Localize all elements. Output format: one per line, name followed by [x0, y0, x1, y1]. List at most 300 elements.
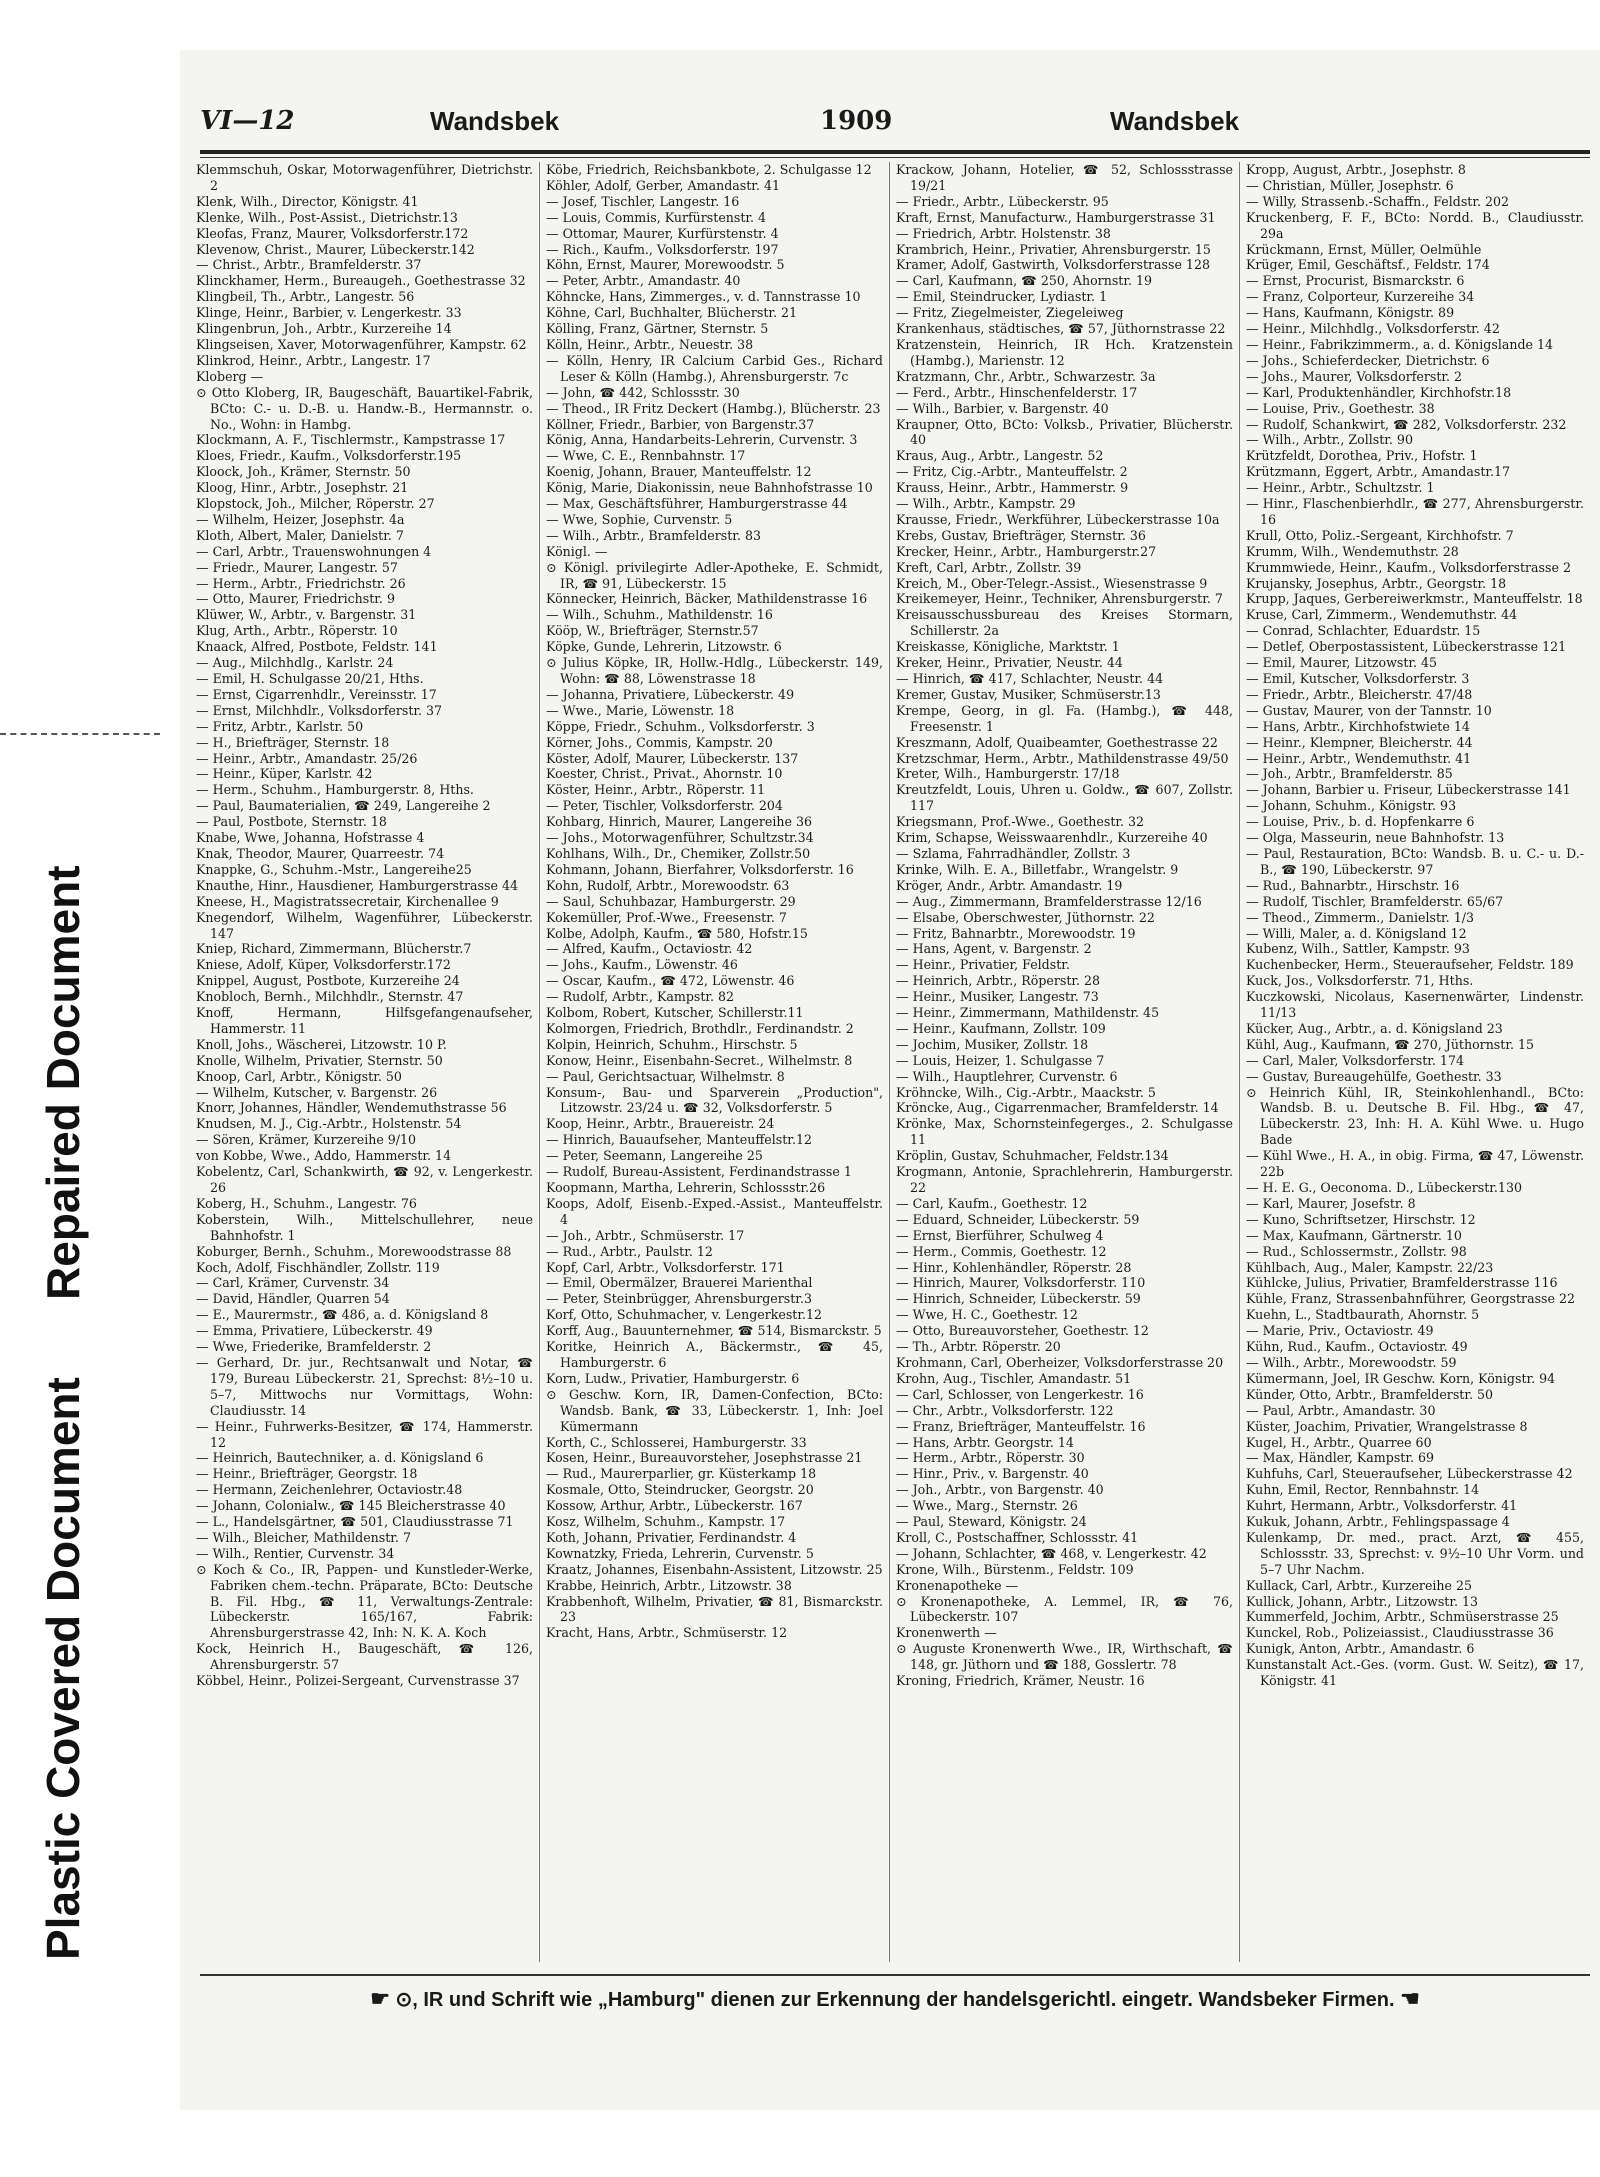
directory-entry: — Hans, Agent, v. Bargenstr. 2	[896, 941, 1092, 957]
directory-entry: — Wilh., Arbtr., Morewoodstr. 59	[1246, 1354, 1457, 1370]
directory-entry: — Carl, Maler, Volksdorferstr. 174	[1246, 1052, 1464, 1068]
directory-entry: — Louise, Priv., b. d. Hopfenkarre 6	[1246, 814, 1475, 830]
directory-entry: Kröhncke, Wilh., Cig.-Arbtr., Maackstr. 5	[896, 1084, 1156, 1100]
directory-entry: — Theod., IR Fritz Deckert (Hambg.), Blücherstr. 23	[546, 400, 881, 416]
directory-entry: Kloock, Joh., Krämer, Sternstr. 50	[196, 464, 411, 480]
directory-entry: — Hinr., Flaschenbierhdlr., ☎ 277, Ahrensburgerstr. 16	[1246, 496, 1584, 527]
directory-entry: — Heinr., Milchhdlg., Volksdorferstr. 42	[1246, 321, 1500, 337]
directory-columns	[190, 162, 1590, 1962]
directory-entry: — Carl, Krämer, Curvenstr. 34	[196, 1275, 390, 1291]
repaired-document-stamp: Repaired Document	[37, 865, 89, 1300]
directory-entry: Koth, Johann, Privatier, Ferdinandstr. 4	[546, 1529, 797, 1545]
directory-entry: Klemmschuh, Oskar, Motorwagenführer, Dietrichstr. 2	[196, 162, 533, 193]
directory-entry: Körner, Johs., Commis, Kampstr. 20	[546, 734, 773, 750]
directory-entry: Kolpin, Heinrich, Schuhm., Hirschstr. 5	[546, 1036, 798, 1052]
directory-entry: Kreszmann, Adolf, Quaibeamter, Goethestrasse 22	[896, 734, 1218, 750]
directory-entry: — Szlama, Fahrradhändler, Zollstr. 3	[896, 845, 1131, 861]
directory-entry: — Franz, Briefträger, Manteuffelstr. 16	[896, 1418, 1146, 1434]
directory-entry: Kownatzky, Frieda, Lehrerin, Curvenstr. 5	[546, 1545, 814, 1561]
directory-entry: — Heinr., Küper, Karlstr. 42	[196, 766, 373, 782]
directory-entry: Krützfeldt, Dorothea, Priv., Hofstr. 1	[1246, 448, 1478, 464]
directory-entry: — Rudolf, Bureau-Assistent, Ferdinandstrasse 1	[546, 1164, 852, 1180]
directory-entry: Kratzenstein, Heinrich, IR Hch. Kratzenstein (Hambg.), Marienstr. 12	[896, 336, 1233, 368]
directory-entry: Kölln, Heinr., Arbtr., Neuestr. 38	[546, 336, 754, 352]
directory-entry: Koritke, Heinrich A., Bäckermstr., ☎ 45, Hamburgerstr. 6	[546, 1339, 883, 1370]
directory-entry: — Johanna, Privatiere, Lübeckerstr. 49	[546, 686, 795, 702]
directory-entry: Kropp, August, Arbtr., Josephstr. 8	[1246, 162, 1466, 177]
directory-entry: Knolle, Wilhelm, Privatier, Sternstr. 50	[196, 1052, 443, 1068]
directory-entry: — Emil, Steindrucker, Lydiastr. 1	[896, 289, 1108, 305]
directory-entry: — John, ☎ 442, Schlossstr. 30	[546, 384, 740, 400]
directory-entry: Kosen, Heinr., Bureauvorsteher, Josephstrasse 21	[546, 1450, 863, 1466]
directory-entry: Koburger, Bernh., Schuhm., Morewoodstrasse 88	[196, 1243, 512, 1259]
directory-entry: Krull, Otto, Poliz.-Sergeant, Kirchhofstr. 7	[1246, 527, 1514, 543]
directory-entry: Knorr, Johannes, Händler, Wendemuthstrasse 56	[196, 1100, 507, 1116]
directory-entry: Kock, Heinrich H., Baugeschäft, ☎ 126, Ahrensburgerstr. 57	[196, 1641, 533, 1673]
directory-entry: — Kuno, Schriftsetzer, Hirschstr. 12	[1246, 1211, 1476, 1227]
directory-entry: — Emil, Obermälzer, Brauerei Marienthal	[546, 1275, 813, 1291]
directory-entry: — Johann, Barbier u. Friseur, Lübeckerstrasse 141	[1246, 782, 1571, 798]
directory-entry: — Peter, Steinbrügger, Ahrensburgerstr.3	[546, 1291, 812, 1307]
directory-entry: Kronenwerth —	[896, 1625, 997, 1641]
column-1	[190, 162, 540, 1962]
directory-entry: — Paul, Arbtr., Amandastr. 30	[1246, 1402, 1436, 1418]
directory-entry: — Johs., Kaufm., Löwenstr. 46	[546, 957, 738, 973]
directory-entry: — Joh., Arbtr., Schmüserstr. 17	[546, 1227, 745, 1243]
directory-entry: Klingseisen, Xaver, Motorwagenführer, Kampstr. 62	[196, 336, 527, 352]
directory-entry: — Ottomar, Maurer, Kurfürstenstr. 4	[546, 225, 779, 241]
directory-entry: — Alfred, Kaufm., Octaviostr. 42	[546, 941, 753, 957]
directory-entry: Kohmann, Johann, Bierfahrer, Volksdorferstr. 16	[546, 861, 854, 877]
directory-entry: — Herm., Commis, Goethestr. 12	[896, 1243, 1107, 1259]
directory-entry: — Hans, Arbtr. Georgstr. 14	[896, 1434, 1074, 1450]
directory-entry: — Sören, Krämer, Kurzereihe 9/10	[196, 1132, 417, 1148]
directory-entry: Kulenkamp, Dr. med., pract. Arzt, ☎ 455, Schlossstr. 33, Sprechst: v. 9½–10 Uhr Vorm. und 5–7 Uhr Nachm.	[1246, 1529, 1584, 1577]
directory-entry: — Hinrich, Bauaufseher, Manteuffelstr.12	[546, 1132, 812, 1148]
directory-entry: — Rudolf, Arbtr., Kampstr. 82	[546, 989, 735, 1005]
directory-entry: — Aug., Milchhdlg., Karlstr. 24	[196, 655, 394, 671]
directory-entry: Knappke, G., Schuhm.-Mstr., Langereihe25	[196, 861, 472, 877]
directory-entry: — Hans, Arbtr., Kirchhofstwiete 14	[1246, 718, 1470, 734]
directory-entry: Koop, Heinr., Arbtr., Brauereistr. 24	[546, 1116, 775, 1132]
directory-entry: Kröncke, Aug., Cigarrenmacher, Bramfelderstr. 14	[896, 1100, 1219, 1116]
directory-entry: Kossow, Arthur, Arbtr., Lübeckerstr. 167	[546, 1498, 803, 1514]
directory-entry: Krützmann, Eggert, Arbtr., Amandastr.17	[1246, 464, 1511, 480]
directory-entry: — Hans, Kaufmann, Königstr. 89	[1246, 305, 1455, 321]
directory-entry: Krohn, Aug., Tischler, Amandastr. 51	[896, 1370, 1132, 1386]
directory-entry: Koenig, Johann, Brauer, Manteuffelstr. 12	[546, 464, 812, 480]
directory-entry: — Paul, Gerichtsactuar, Wilhelmstr. 8	[546, 1068, 785, 1084]
directory-entry: Kreutzfeldt, Louis, Uhren u. Goldw., ☎ 607, Zollstr. 117	[896, 782, 1233, 814]
directory-entry: — Marie, Priv., Octaviostr. 49	[1246, 1323, 1434, 1339]
directory-entry: ⊙ Auguste Kronenwerth Wwe., IR, Wirthschaft, ☎ 148, gr. Jüthorn und ☎ 188, Gosslertr. 78	[896, 1641, 1233, 1673]
directory-entry: Kroll, C., Postschaffner, Schlossstr. 41	[896, 1529, 1139, 1545]
directory-entry: Korn, Ludw., Privatier, Hamburgerstr. 6	[546, 1370, 800, 1386]
directory-entry: — Louise, Priv., Goethestr. 38	[1246, 400, 1435, 416]
directory-entry: — Conrad, Schlachter, Eduardstr. 15	[1246, 623, 1481, 639]
directory-entry: von Kobbe, Wwe., Addo, Hammerstr. 14	[196, 1148, 452, 1164]
directory-entry: Koops, Adolf, Eisenb.-Exped.-Assist., Manteuffelstr. 4	[546, 1195, 883, 1227]
directory-entry: Kuczkowski, Nicolaus, Kasernenwärter, Lindenstr. 11/13	[1246, 989, 1584, 1021]
directory-entry: Korff, Aug., Bauunternehmer, ☎ 514, Bismarckstr. 5	[546, 1323, 882, 1339]
directory-entry: Könnecker, Heinrich, Bäcker, Mathildenstrasse 16	[546, 591, 868, 607]
directory-entry: — Rud., Arbtr., Paulstr. 12	[546, 1243, 713, 1259]
directory-entry: Krebs, Gustav, Briefträger, Sternstr. 36	[896, 527, 1146, 543]
directory-entry: Krujansky, Josephus, Arbtr., Georgstr. 18	[1246, 575, 1507, 591]
directory-entry: Krone, Wilh., Bürstenm., Feldstr. 109	[896, 1561, 1134, 1577]
directory-entry: Köhler, Adolf, Gerber, Amandastr. 41	[546, 177, 780, 193]
directory-entry: Kunstanstalt Act.-Ges. (vorm. Gust. W. Seitz), ☎ 17, Königstr. 41	[1246, 1657, 1584, 1689]
directory-entry: Konow, Heinr., Eisenbahn-Secret., Wilhelmstr. 8	[546, 1052, 853, 1068]
directory-entry: — Ferd., Arbtr., Hinschenfelderstr. 17	[896, 384, 1138, 400]
directory-entry: Kuck, Jos., Volksdorferstr. 71, Hths.	[1246, 973, 1474, 989]
directory-entry: Kloes, Friedr., Kaufm., Volksdorferstr.195	[196, 448, 462, 464]
directory-entry: Klenk, Wilh., Director, Königstr. 41	[196, 193, 419, 209]
directory-entry: Köpke, Gunde, Lehrerin, Litzowstr. 6	[546, 639, 782, 655]
directory-entry: — H., Briefträger, Sternstr. 18	[196, 734, 390, 750]
directory-entry: — Christ., Arbtr., Bramfelderstr. 37	[196, 257, 422, 273]
directory-entry: Kunigk, Anton, Arbtr., Amandastr. 6	[1246, 1641, 1475, 1657]
directory-entry: Klockmann, A. F., Tischlermstr., Kampstrasse 17	[196, 432, 506, 448]
directory-entry: Korf, Otto, Schuhmacher, v. Lengerkestr.12	[546, 1307, 823, 1323]
directory-entry: — Heinr., Klempner, Bleicherstr. 44	[1246, 734, 1473, 750]
directory-entry: Knauthe, Hinr., Hausdiener, Hamburgerstrasse 44	[196, 877, 518, 893]
directory-entry: — Chr., Arbtr., Volksdorferstr. 122	[896, 1402, 1114, 1418]
directory-entry: — Herm., Arbtr., Röperstr. 30	[896, 1450, 1085, 1466]
directory-entry: Krecker, Heinr., Arbtr., Hamburgerstr.27	[896, 543, 1157, 559]
directory-entry: Kolbe, Adolph, Kaufm., ☎ 580, Hofstr.15	[546, 925, 808, 941]
page-number: VI—12	[200, 106, 295, 136]
directory-entry: — Aug., Zimmermann, Bramfelderstrasse 12/16	[896, 893, 1202, 909]
directory-entry: — Friedr., Arbtr., Bleicherstr. 47/48	[1246, 686, 1473, 702]
directory-entry: — Willi, Maler, a. d. Königsland 12	[1246, 925, 1467, 941]
directory-entry: Krückmann, Ernst, Müller, Oelmühle	[1246, 241, 1482, 257]
directory-entry: — Wwe., Marie, Löwenstr. 18	[546, 702, 735, 718]
directory-entry: — Fritz, Cig.-Arbtr., Manteuffelstr. 2	[896, 464, 1128, 480]
directory-entry: Köster, Heinr., Arbtr., Röperstr. 11	[546, 782, 766, 798]
directory-entry: Kugel, H., Arbtr., Quarree 60	[1246, 1434, 1432, 1450]
directory-entry: Krupp, Jaques, Gerbereiwerkmstr., Manteuffelstr. 18	[1246, 591, 1583, 607]
directory-entry: König, Anna, Handarbeits-Lehrerin, Curvenstr. 3	[546, 432, 858, 448]
column-3	[890, 162, 1240, 1962]
directory-entry: — Hinrich, Maurer, Volksdorferstr. 110	[896, 1275, 1146, 1291]
directory-entry: — Hermann, Zeichenlehrer, Octaviostr.48	[196, 1482, 463, 1498]
directory-entry: Kruckenberg, F. F., BCto: Nordd. B., Claudiusstr. 29a	[1246, 209, 1584, 241]
directory-entry: — Friedr., Arbtr., Lübeckerstr. 95	[896, 193, 1109, 209]
directory-entry: Klenke, Wilh., Post-Assist., Dietrichstr.13	[196, 209, 458, 225]
directory-entry: — Johs., Motorwagenführer, Schultzstr.34	[546, 830, 814, 846]
directory-entry: Klinckhamer, Herm., Bureaugeh., Goethestrasse 32	[196, 273, 526, 289]
directory-entry: Koberg, H., Schuhm., Langestr. 76	[196, 1195, 417, 1211]
directory-entry: Knobloch, Bernh., Milchhdlr., Sternstr. 47	[196, 989, 464, 1005]
directory-entry: Kreker, Heinr., Privatier, Neustr. 44	[896, 655, 1123, 671]
directory-entry: — Rich., Kaufm., Volksdorferstr. 197	[546, 241, 779, 257]
directory-entry: — Wilh., Arbtr., Zollstr. 90	[1246, 432, 1413, 448]
directory-entry: Kühl, Aug., Kaufmann, ☎ 270, Jüthornstr. 15	[1246, 1036, 1535, 1052]
directory-entry: Kukuk, Johann, Arbtr., Fehlingspassage 4	[1246, 1514, 1510, 1530]
directory-entry: — Max, Händler, Kampstr. 69	[1246, 1450, 1435, 1466]
directory-entry: — Wwe, Friederike, Bramfelderstr. 2	[196, 1339, 432, 1355]
directory-entry: — Max, Geschäftsführer, Hamburgerstrasse 44	[546, 496, 848, 512]
directory-entry: Koopmann, Martha, Lehrerin, Schlossstr.26	[546, 1180, 826, 1195]
directory-entry: — Fritz, Bahnarbtr., Morewoodstr. 19	[896, 925, 1136, 941]
directory-entry: Köllner, Friedr., Barbier, von Bargenstr.37	[546, 416, 815, 432]
directory-entry: Knabe, Wwe, Johanna, Hofstrasse 4	[196, 830, 425, 846]
directory-entry: — Wilh., Hauptlehrer, Curvenstr. 6	[896, 1068, 1118, 1084]
directory-entry: Krogmann, Antonie, Sprachlehrerin, Hamburgerstr. 22	[896, 1164, 1233, 1195]
directory-entry: Kolbom, Robert, Kutscher, Schillerstr.11	[546, 1005, 804, 1021]
directory-entry: — H. E. G., Oeconoma. D., Lübeckerstr.130	[1246, 1180, 1522, 1195]
directory-entry: Kröplin, Gustav, Schuhmacher, Feldstr.134	[896, 1148, 1169, 1164]
directory-entry: — Max, Kaufmann, Gärtnerstr. 10	[1246, 1227, 1462, 1243]
directory-entry: Krohmann, Carl, Oberheizer, Volksdorferstrasse 20	[896, 1354, 1224, 1370]
directory-entry: — Herm., Schuhm., Hamburgerstr. 8, Hths.	[196, 782, 474, 798]
header-rule	[200, 150, 1590, 158]
directory-entry: — Heinr., Kaufmann, Zollstr. 109	[896, 1020, 1106, 1036]
directory-entry: — Ernst, Milchhdlr., Volksdorferstr. 37	[196, 702, 443, 718]
directory-entry: — Gustav, Maurer, von der Tannstr. 10	[1246, 702, 1492, 718]
directory-entry: — Karl, Maurer, Josefstr. 8	[1246, 1195, 1416, 1211]
directory-entry: Kuhrt, Hermann, Arbtr., Volksdorferstr. 41	[1246, 1498, 1518, 1514]
directory-entry: — Wilh., Arbtr., Bramfelderstr. 83	[546, 527, 761, 543]
directory-entry: — Peter, Tischler, Volksdorferstr. 204	[546, 798, 783, 814]
directory-entry: — Wilh., Rentier, Curvenstr. 34	[196, 1545, 395, 1561]
directory-entry: Kloth, Albert, Maler, Danielstr. 7	[196, 527, 404, 543]
directory-entry: Kuchenbecker, Herm., Steueraufseher, Feldstr. 189	[1246, 957, 1574, 973]
directory-entry: Köppe, Friedr., Schuhm., Volksdorferstr. 3	[546, 718, 815, 734]
directory-entry: Krauss, Heinr., Arbtr., Hammerstr. 9	[896, 480, 1129, 496]
directory-entry: Klüwer, W., Arbtr., v. Bargenstr. 31	[196, 607, 417, 623]
directory-entry: Kriegsmann, Prof.-Wwe., Goethestr. 32	[896, 814, 1145, 830]
year: 1909	[820, 106, 893, 136]
directory-entry: Kühle, Franz, Strassenbahnführer, Georgstrasse 22	[1246, 1291, 1575, 1307]
directory-entry: Kneese, H., Magistratssecretair, Kirchenallee 9	[196, 893, 499, 909]
directory-entry: Kraus, Aug., Arbtr., Langestr. 52	[896, 448, 1104, 464]
directory-entry: Kleofas, Franz, Maurer, Volksdorferstr.172	[196, 225, 469, 241]
directory-entry: — Kühl Wwe., H. A., in obig. Firma, ☎ 47, Löwenstr. 22b	[1246, 1148, 1584, 1180]
directory-entry: Kreft, Carl, Arbtr., Zollstr. 39	[896, 559, 1082, 575]
directory-entry: — Th., Arbtr. Röperstr. 20	[896, 1339, 1061, 1355]
footer-note: ⊙, IR und Schrift wie „Hamburg" dienen zur Erkennung der handelsgerichtl. eingetr. Wandsbeker Firmen.	[395, 1989, 1395, 2011]
directory-entry: Königl. —	[546, 543, 608, 559]
directory-entry: — Fritz, Ziegelmeister, Ziegeleiweg	[896, 305, 1124, 321]
directory-entry: Köbbel, Heinr., Polizei-Sergeant, Curvenstrasse 37	[196, 1673, 520, 1689]
directory-entry: Klinkrod, Heinr., Arbtr., Langestr. 17	[196, 352, 431, 368]
directory-entry: Kröger, Andr., Arbtr. Amandastr. 19	[896, 877, 1123, 893]
directory-entry: — Carl, Schlosser, von Lengerkestr. 16	[896, 1386, 1144, 1402]
directory-page	[180, 50, 1600, 2110]
directory-entry: — Heinr., Arbtr., Amandastr. 25/26	[196, 750, 418, 766]
directory-entry: — Emma, Privatiere, Lübeckerstr. 49	[196, 1323, 433, 1339]
directory-entry: ⊙ Koch & Co., IR, Pappen- und Kunstleder-Werke, Fabriken chem.-techn. Präparate, BCto: Deutsche B. Fil. Hbg., ☎ 11, Verwaltungs-Zentrale: Lübeckerstr. 165/167, Fabrik: Ahrensburgerstrasse 42, Inh: N. K. A. Koch	[196, 1561, 533, 1641]
directory-entry: Klingenbrun, Joh., Arbtr., Kurzereihe 14	[196, 321, 452, 337]
directory-entry: Krumm, Wilh., Wendemuthstr. 28	[1246, 543, 1459, 559]
directory-entry: Köster, Adolf, Maurer, Lübeckerstr. 137	[546, 750, 799, 766]
directory-entry: Kreich, M., Ober-Telegr.-Assist., Wiesenstrasse 9	[896, 575, 1208, 591]
directory-entry: — Kölln, Henry, IR Calcium Carbid Ges., Richard Leser & Kölln (Hambg.), Ahrensburgerstr. 7c	[546, 352, 883, 384]
directory-entry: Klevenow, Christ., Maurer, Lübeckerstr.142	[196, 241, 475, 257]
directory-entry: König, Marie, Diakonissin, neue Bahnhofstrasse 10	[546, 480, 873, 496]
directory-entry: Knudsen, M. J., Cig.-Arbtr., Holstenstr. 54	[196, 1116, 462, 1132]
directory-entry: Kronenapotheke —	[896, 1577, 1019, 1593]
pointing-hand-right-icon: ☚	[1400, 1986, 1420, 2011]
directory-entry: — Heinr., Fuhrwerks-Besitzer, ☎ 174, Hammerstr. 12	[196, 1418, 533, 1450]
directory-entry: — Wilh., Schuhm., Mathildenstr. 16	[546, 607, 773, 623]
directory-entry: — L., Handelsgärtner, ☎ 501, Claudiusstrasse 71	[196, 1514, 514, 1530]
directory-entry: Kokemüller, Prof.-Wwe., Freesenstr. 7	[546, 909, 787, 925]
directory-entry: — Emil, Maurer, Litzowstr. 45	[1246, 655, 1438, 671]
directory-entry: Knak, Theodor, Maurer, Quarreestr. 74	[196, 845, 445, 861]
directory-entry: — Wilh., Arbtr., Kampstr. 29	[896, 496, 1076, 512]
directory-entry: — Joh., Arbtr., Bramfelderstr. 85	[1246, 766, 1453, 782]
directory-entry: Kracht, Hans, Arbtr., Schmüserstr. 12	[546, 1625, 788, 1641]
directory-entry: — Wwe, C. E., Rennbahnstr. 17	[546, 448, 746, 464]
page-footer	[200, 1986, 1590, 2012]
directory-entry: — Elsabe, Oberschwester, Jüthornstr. 22	[896, 909, 1155, 925]
directory-entry: Krabbe, Heinrich, Arbtr., Litzowstr. 38	[546, 1577, 792, 1593]
directory-entry: — Carl, Kaufmann, ☎ 250, Ahornstr. 19	[896, 273, 1153, 289]
directory-entry: — Johann, Schuhm., Königstr. 93	[1246, 798, 1457, 814]
directory-entry: Krackow, Johann, Hotelier, ☎ 52, Schlossstrasse 19/21	[896, 162, 1233, 193]
directory-entry: Kroning, Friedrich, Krämer, Neustr. 16	[896, 1673, 1145, 1689]
directory-entry: Küster, Joachim, Privatier, Wrangelstrasse 8	[1246, 1418, 1528, 1434]
directory-entry: Kosmale, Otto, Steindrucker, Georgstr. 20	[546, 1482, 814, 1498]
directory-entry: — Heinr., Musiker, Langestr. 73	[896, 989, 1099, 1005]
directory-entry: Kremer, Gustav, Musiker, Schmüserstr.13	[896, 686, 1161, 702]
directory-entry: ⊙ Geschw. Korn, IR, Damen-Confection, BCto: Wandsb. Bank, ☎ 33, Lübeckerstr. 1, Inh: Joel Kümermann	[546, 1386, 883, 1434]
directory-entry: Krempe, Georg, in gl. Fa. (Hambg.), ☎ 448, Freesenstr. 1	[896, 702, 1233, 734]
directory-entry: — Wwe, Sophie, Curvenstr. 5	[546, 511, 733, 527]
directory-entry: — Willy, Strassenb.-Schaffn., Feldstr. 202	[1246, 193, 1510, 209]
directory-entry: Kruse, Carl, Zimmerm., Wendemuthstr. 44	[1246, 607, 1518, 623]
directory-entry: — Saul, Schuhbazar, Hamburgerstr. 29	[546, 893, 796, 909]
directory-entry: — Franz, Colporteur, Kurzereihe 34	[1246, 289, 1475, 305]
directory-entry: — Ernst, Cigarrenhdlr., Vereinsstr. 17	[196, 686, 437, 702]
directory-entry: — Paul, Postbote, Sternstr. 18	[196, 814, 387, 830]
directory-entry: — Louis, Commis, Kurfürstenstr. 4	[546, 209, 767, 225]
directory-entry: — Detlef, Oberpostassistent, Lübeckerstrasse 121	[1246, 639, 1567, 655]
directory-entry: ⊙ Otto Kloberg, IR, Baugeschäft, Bauartikel-Fabrik, BCto: C.- u. D.-B. u. Handw.-B., Hermannstr. o. No., Wohn: in Hambg.	[196, 384, 533, 432]
directory-entry: Köhne, Carl, Buchhalter, Blücherstr. 21	[546, 305, 798, 321]
directory-entry: Kreter, Wilh., Hamburgerstr. 17/18	[896, 766, 1120, 782]
directory-entry: Kraatz, Johannes, Eisenbahn-Assistent, Litzowstr. 25	[546, 1561, 883, 1577]
directory-entry: Kölling, Franz, Gärtner, Sternstr. 5	[546, 321, 769, 337]
directory-entry: Kümermann, Joel, IR Geschw. Korn, Königstr. 94	[1246, 1370, 1556, 1386]
directory-entry: — Christian, Müller, Josephstr. 6	[1246, 177, 1454, 193]
directory-entry: Kummerfeld, Jochim, Arbtr., Schmüserstrasse 25	[1246, 1609, 1559, 1625]
column-4	[1240, 162, 1590, 1962]
directory-entry: — Heinr., Zimmermann, Mathildenstr. 45	[896, 1005, 1160, 1021]
directory-entry: Kretzschmar, Herm., Arbtr., Mathildenstrasse 49/50	[896, 750, 1229, 766]
directory-entry: Koch, Adolf, Fischhändler, Zollstr. 119	[196, 1259, 440, 1275]
footer-rule	[200, 1974, 1590, 1976]
directory-entry: Köhncke, Hans, Zimmerges., v. d. Tannstrasse 10	[546, 289, 861, 305]
plastic-covered-stamp: Plastic Covered Document	[37, 1377, 89, 1960]
directory-entry: Knoll, Johs., Wäscherei, Litzowstr. 10 P.	[196, 1036, 447, 1052]
directory-entry: Kücker, Aug., Arbtr., a. d. Königsland 23	[1246, 1020, 1503, 1036]
directory-entry: Krim, Schapse, Weisswaarenhdlr., Kurzereihe 40	[896, 830, 1208, 846]
directory-entry: — Heinrich, Bautechniker, a. d. Königsland 6	[196, 1450, 484, 1466]
directory-entry: — David, Händler, Quarren 54	[196, 1291, 390, 1307]
directory-entry: — Hinrich, ☎ 417, Schlachter, Neustr. 44	[896, 671, 1164, 686]
directory-entry: Kosz, Wilhelm, Schuhm., Kampstr. 17	[546, 1514, 786, 1530]
directory-entry: — Hinrich, Schneider, Lübeckerstr. 59	[896, 1291, 1141, 1307]
directory-entry: Kniese, Adolf, Küper, Volksdorferstr.172	[196, 957, 451, 973]
directory-entry: — Paul, Baumaterialien, ☎ 249, Langereihe 2	[196, 798, 491, 814]
directory-entry: Koester, Christ., Privat., Ahornstr. 10	[546, 766, 783, 782]
directory-entry: Kopf, Carl, Arbtr., Volksdorferstr. 171	[546, 1259, 785, 1275]
directory-entry: — Wilh., Bleicher, Mathildenstr. 7	[196, 1529, 411, 1545]
directory-entry: Kohbarg, Hinrich, Maurer, Langereihe 36	[546, 814, 812, 830]
directory-entry: — Otto, Bureauvorsteher, Goethestr. 12	[896, 1323, 1149, 1339]
directory-entry: Kraupner, Otto, BCto: Volksb., Privatier, Blücherstr. 40	[896, 416, 1233, 448]
directory-entry: — Hinr., Priv., v. Bargenstr. 40	[896, 1466, 1089, 1482]
directory-entry: — Johann, Colonialw., ☎ 145 Bleicherstrasse 40	[196, 1498, 506, 1514]
directory-entry: — Johs., Schieferdecker, Dietrichstr. 6	[1246, 352, 1490, 368]
directory-entry: Kuhn, Emil, Rector, Rennbahnstr. 14	[1246, 1482, 1480, 1498]
directory-entry: ⊙ Julius Köpke, IR, Hollw.-Hdlg., Lübeckerstr. 149, Wohn: ☎ 88, Löwenstrasse 18	[546, 655, 883, 686]
directory-entry: — Wwe, H. C., Goethestr. 12	[896, 1307, 1078, 1323]
directory-entry: — Peter, Seemann, Langereihe 25	[546, 1148, 763, 1164]
directory-entry: Kullack, Carl, Arbtr., Kurzereihe 25	[1246, 1577, 1473, 1593]
directory-entry: Kobelentz, Carl, Schankwirth, ☎ 92, v. Lengerkestr. 26	[196, 1164, 533, 1195]
directory-entry: — Gustav, Bureaugehülfe, Goethestr. 33	[1246, 1068, 1502, 1084]
directory-entry: — Heinr., Arbtr., Schultzstr. 1	[1246, 480, 1435, 496]
directory-entry: Kühlcke, Julius, Privatier, Bramfelderstrasse 116	[1246, 1275, 1558, 1291]
directory-entry: Klug, Arth., Arbtr., Röperstr. 10	[196, 623, 398, 639]
directory-entry: Krambrich, Heinr., Privatier, Ahrensburgerstr. 15	[896, 241, 1211, 257]
town-name: Wandsbek	[430, 106, 560, 136]
side-stamp	[0, 0, 120, 2177]
directory-entry: Kolmorgen, Friedrich, Brothdlr., Ferdinandstr. 2	[546, 1020, 854, 1036]
directory-entry: — Carl, Kaufm., Goethestr. 12	[896, 1195, 1088, 1211]
directory-entry: — Rud., Schlossermstr., Zollstr. 98	[1246, 1243, 1467, 1259]
directory-entry: Knoop, Carl, Arbtr., Königstr. 50	[196, 1068, 402, 1084]
directory-entry: — Emil, Kutscher, Volksdorferstr. 3	[1246, 671, 1470, 686]
directory-entry: — Fritz, Arbtr., Karlstr. 50	[196, 718, 364, 734]
directory-entry: Kloberg —	[196, 368, 264, 384]
directory-entry: ⊙ Kronenapotheke, A. Lemmel, IR, ☎ 76, Lübeckerstr. 107	[896, 1593, 1233, 1625]
directory-entry: Krönke, Max, Schornsteinfegerges., 2. Schulgasse 11	[896, 1116, 1233, 1148]
directory-entry: Kubenz, Wilh., Sattler, Kampstr. 93	[1246, 941, 1470, 957]
directory-entry: Kohn, Rudolf, Arbtr., Morewoodstr. 63	[546, 877, 790, 893]
directory-entry: — Rudolf, Schankwirt, ☎ 282, Volksdorferstr. 232	[1246, 416, 1567, 432]
directory-entry: Knegendorf, Wilhelm, Wagenführer, Lübeckerstr. 147	[196, 909, 533, 941]
directory-entry: Krankenhaus, städtisches, ☎ 57, Jüthornstrasse 22	[896, 321, 1226, 337]
directory-entry: — Rud., Maurerparlier, gr. Küsterkamp 18	[546, 1466, 817, 1482]
directory-entry: — Louis, Heizer, 1. Schulgasse 7	[896, 1052, 1105, 1068]
directory-entry: — Friedr., Maurer, Langestr. 57	[196, 559, 398, 575]
directory-entry: — Jochim, Musiker, Zollstr. 18	[896, 1036, 1089, 1052]
directory-entry: Kniep, Richard, Zimmermann, Blücherstr.7	[196, 941, 472, 957]
directory-entry: — Carl, Arbtr., Trauenswohnungen 4	[196, 543, 432, 559]
directory-entry: Knippel, August, Postbote, Kurzereihe 24	[196, 973, 460, 989]
directory-entry: — Oscar, Kaufm., ☎ 472, Löwenstr. 46	[546, 973, 795, 989]
directory-entry: Korth, C., Schlosserei, Hamburgerstr. 33	[546, 1434, 807, 1450]
directory-entry: — Theod., Zimmerm., Danielstr. 1/3	[1246, 909, 1474, 925]
directory-entry: — Wilh., Barbier, v. Bargenstr. 40	[896, 400, 1109, 416]
directory-entry: — Friedrich, Arbtr. Holstenstr. 38	[896, 225, 1111, 241]
directory-entry: ⊙ Heinrich Kühl, IR, Steinkohlenhandl., BCto: Wandsb. B. u. Deutsche B. Fil. Hbg., ☎ 47, Lübeckerstr. 23, Inh: H. A. Kühl Wwe. u. Hugo Bade	[1246, 1084, 1584, 1148]
directory-entry: — Heinr., Fabrikzimmerm., a. d. Königslande 14	[1246, 336, 1554, 352]
directory-entry: Krinke, Wilh. E. A., Billetfabr., Wrangelstr. 9	[896, 861, 1179, 877]
directory-entry: — Karl, Produktenhändler, Kirchhofstr.18	[1246, 384, 1512, 400]
directory-entry: Klinge, Heinr., Barbier, v. Lengerkestr. 33	[196, 305, 462, 321]
directory-entry: — Johs., Maurer, Volksdorferstr. 2	[1246, 368, 1463, 384]
directory-entry: — Josef, Tischler, Langestr. 16	[546, 193, 740, 209]
directory-entry: — Eduard, Schneider, Lübeckerstr. 59	[896, 1211, 1140, 1227]
directory-entry: Knoff, Hermann, Hilfsgefangenaufseher, Hammerstr. 11	[196, 1005, 533, 1036]
